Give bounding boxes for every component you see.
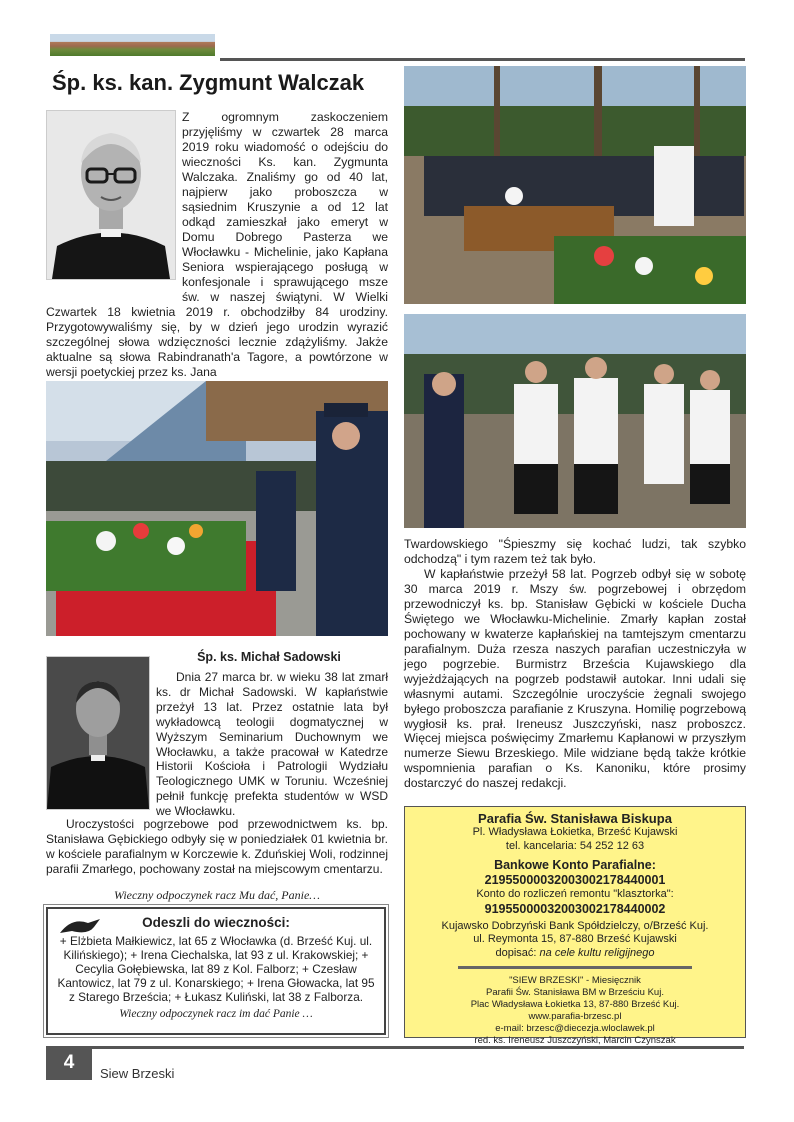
article1-para1: Z ogromnym zaskoczeniem przyjęliśmy w czwartek 28 marca 2019 roku wiadomość o odejściu do wieczności Ks. kan. Zygmunta Walczaka. Znaliśmy go od 40 lat, najpierw jako proboszcza w sąsiednim Kruszynie a od 12 lat odkąd zamieszkał jako emeryt w Domu Dobrego Pasterza we Włocławku - Michelinie, jako Kapłana Seniora wspierającego posługą w konfesjonale i sprawującego msze św. w naszej świątyni. W Wielki Czwartek 18 kwietnia 2019 r. obchodziłby 84 urodziny. Przygotowywaliśmy się, by w dzień jego urodzin wyrazić szczególnej słowa wdzięczności lecznie zdążyliśmy. Jakże aktualne są słowa Rabindranath'a Tagore, a powtórzone w wersji poetyckiej przez ks. Jana <box>46 110 388 379</box>
imprint-email: e-mail: brzesc@diecezja.wloclawek.pl <box>495 1023 655 1034</box>
parish-address: Pl. Władysława Łokietka, Brześć Kujawski <box>472 826 678 838</box>
imprint-title: "SIEW BRZESKI" - Miesięcznik <box>509 975 641 986</box>
portrait-sadowski <box>46 656 150 810</box>
page-number: 4 <box>46 1046 92 1080</box>
footer-rule <box>92 1046 744 1049</box>
page-title: Śp. ks. kan. Zygmunt Walczak <box>52 70 365 95</box>
imprint-separator <box>458 966 692 969</box>
parish-info-box <box>404 806 746 1046</box>
article1-para2: Twardowskiego "Śpieszmy się kochać ludzi, tak szybko odchodzą" i tym razem też tak było. <box>404 537 746 566</box>
obituaries-note: Wieczny odpoczynek racz im dać Panie … <box>119 1008 313 1020</box>
magazine-name: Siew Brzeski <box>100 1066 175 1081</box>
funeral-photo-cemetery <box>404 66 746 304</box>
funeral-photo-clergy <box>404 314 746 528</box>
article2-para1: Dnia 27 marca br. w wieku 38 lat zmarł ks. dr Michał Sadowski. W kapłaństwie przeżył 13 lat. Przez ostatnie lata był wykładowcą teologii dogmatycznej w Wyższym Seminarium Duchownym we Włocławku, a także pracował w Katedrze Historii Kościoła i Patrologii Wydziału Teologicznego UMK w Toruniu. Wcześniej pełnił funkcję prefekta studentów w WSD we Włocławku. <box>156 670 388 819</box>
parish-name: Parafia Św. Stanisława Biskupa <box>478 811 672 826</box>
renovation-account-number: 91955000032003002178440002 <box>484 901 666 916</box>
bank-account-label: Bankowe Konto Parafialne: <box>494 858 656 872</box>
transfer-note-text: na cele kultu religijnego <box>539 946 655 959</box>
imprint-address: Plac Władysława Łokietka 13, 87-880 Brześć Kuj. <box>470 999 680 1010</box>
article2-para2: Uroczystości pogrzebowe pod przewodnictwem ks. bp. Stanisława Gębickiego odbyły się w poniedziałek 01 kwietnia br. w kościele parafialnym w Korczewie k. Zduńskiej Woli, rodzinnej parafii Zmarłego, pochowany został na miejscowym cmentarzu. <box>46 817 388 876</box>
parish-phone: tel. kancelaria: 54 252 12 63 <box>505 839 645 852</box>
bank-address: ul. Reymonta 15, 87-880 Brześć Kujawski <box>473 933 677 945</box>
obituaries-title: Odeszli do wieczności: <box>142 915 290 930</box>
obituaries-box <box>46 907 386 1035</box>
imprint-website: www.parafia-brzesc.pl <box>528 1011 622 1022</box>
bank-name: Kujawsko Dobrzyński Bank Spółdzielczy, o/Brześć Kuj. <box>441 919 709 932</box>
obituaries-list: + Elżbieta Małkiewicz, lat 65 z Włocławka (d. Brześć Kuj. ul. Kilińskiego); + Irena Ciechalska, lat 93 z ul. Krakowskiej; + Cecylia Gołębiewska, lat 89 z Kol. Falborz; + Czesław Kantowicz, lat 79 z ul. Konarskiego; + Irena Głowacka, lat 95 z Starego Brześcia; + Łukasz Kuliński, lat 38 z Falborza. <box>57 934 375 1004</box>
portrait-float-spacer <box>46 110 182 292</box>
imprint-publisher: Parafii Św. Stanisława BM w Brześciu Kuj. <box>486 987 664 998</box>
renovation-account-label: Konto do rozliczeń remontu "klasztorka": <box>476 888 674 900</box>
imprint-editors: red. ks. Ireneusz Juszczyński, Marcin Czynszak <box>474 1035 676 1046</box>
article2-note: Wieczny odpoczynek racz Mu dać, Panie… <box>114 888 320 902</box>
bank-account-number: 21955000032003002178440001 <box>484 873 666 887</box>
dove-icon <box>58 915 102 937</box>
header-rule <box>220 58 745 61</box>
transfer-note <box>405 947 745 961</box>
funeral-photo-coffin <box>46 381 388 636</box>
article2-subhead: Śp. ks. Michał Sadowski <box>197 650 341 664</box>
article1-para3: W kapłaństwie przeżył 58 lat. Pogrzeb odbył się w sobotę 30 marca 2019 r. Mszy św. pogrzebowej i obrzędom przewodniczył ks. bp. Stanisław Gębicki w kościele Ducha Świętego we Włocławku-Michelinie. Zmarły kapłan został pochowany w kwaterze kapłańskiej na tamtejszym cmentarzu parafialnym. Duża rzesza naszych parafian uczestniczyła w jego pogrzebie. Burmistrz Brześcia Kujawskiego dla wyjeżdżających na pogrzeb podstawił autokar. Inni udali się własnymi autami. Szczególnie uroczyście żegnali swojego byłego proboszcza parafianie z Kruszyna. Homilię pogrzebową wygłosił ks. prał. Ireneusz Juszczyński, nasz proboszcz. Więcej miejsca poświęcimy Zmarłemu Kapłanowi w przyszłym numerze Siewu Brzeskiego. Mile widziane będą także krótkie wspomnienia parafian o Ks. Kanoniku, które prosimy dostarczyć do naszej redakcji. <box>404 567 746 791</box>
header-town-image <box>50 34 215 56</box>
transfer-note-prefix: dopisać: <box>495 946 537 959</box>
